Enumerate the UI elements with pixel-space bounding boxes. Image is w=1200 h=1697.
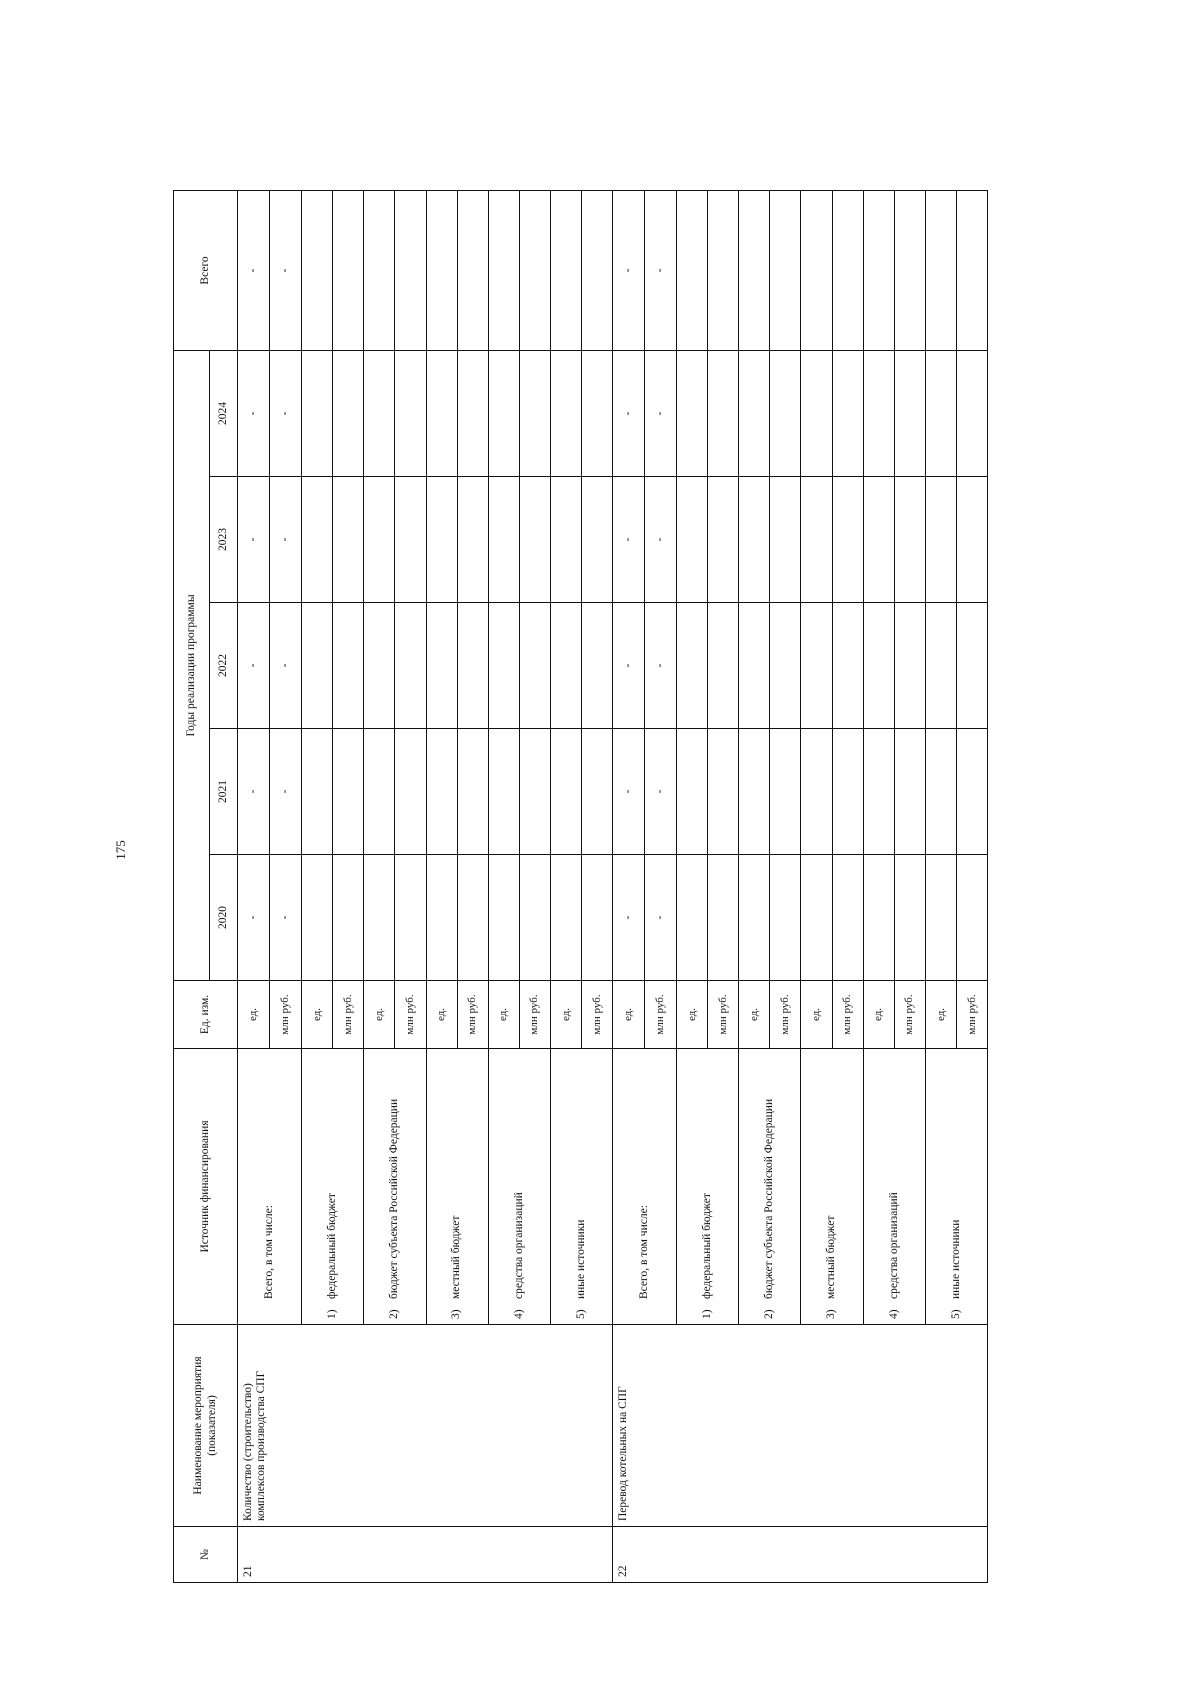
- empty-cell: [956, 190, 987, 350]
- unit-ed: ед.: [739, 981, 770, 1049]
- section-22-name: Перевод котельных на СПГ: [612, 1325, 987, 1527]
- value-cell: -: [270, 350, 302, 476]
- empty-cell: [364, 350, 395, 476]
- empty-cell: [739, 350, 770, 476]
- source-other: [550, 1049, 612, 1325]
- unit-mln: млн руб.: [894, 981, 925, 1049]
- empty-cell: [677, 855, 708, 981]
- source-index: 3): [825, 1309, 838, 1319]
- source-local: [801, 1049, 863, 1325]
- empty-cell: [925, 190, 956, 350]
- header-num: №: [174, 1527, 238, 1583]
- unit-ed: ед.: [863, 981, 894, 1049]
- source-label: средства организаций: [512, 1192, 525, 1299]
- empty-cell: [395, 603, 426, 729]
- empty-cell: [395, 855, 426, 981]
- source-label: федеральный бюджет: [326, 1193, 339, 1299]
- empty-cell: [364, 729, 395, 855]
- value-cell: -: [645, 603, 677, 729]
- total-cell: -: [612, 190, 644, 350]
- unit-ed: ед.: [302, 981, 333, 1049]
- total-cell: -: [645, 190, 677, 350]
- empty-cell: [956, 729, 987, 855]
- header-unit: Ед. изм.: [174, 981, 238, 1049]
- empty-cell: [426, 350, 457, 476]
- empty-cell: [302, 477, 333, 603]
- empty-cell: [488, 729, 519, 855]
- page-number: 175: [113, 840, 128, 860]
- unit-ed: ед.: [238, 981, 270, 1049]
- source-regional: [364, 1049, 426, 1325]
- unit-ed: ед.: [925, 981, 956, 1049]
- empty-cell: [519, 190, 550, 350]
- empty-cell: [894, 729, 925, 855]
- empty-cell: [426, 603, 457, 729]
- empty-cell: [708, 855, 739, 981]
- empty-cell: [457, 350, 488, 476]
- section-22-num: 22: [612, 1527, 987, 1583]
- empty-cell: [395, 729, 426, 855]
- empty-cell: [677, 477, 708, 603]
- empty-cell: [863, 350, 894, 476]
- empty-cell: [863, 729, 894, 855]
- empty-cell: [302, 190, 333, 350]
- empty-cell: [925, 350, 956, 476]
- source-federal: [302, 1049, 364, 1325]
- empty-cell: [832, 729, 863, 855]
- empty-cell: [708, 603, 739, 729]
- empty-cell: [832, 477, 863, 603]
- empty-cell: [302, 855, 333, 981]
- source-label: Всего, в том числе:: [262, 1205, 275, 1299]
- empty-cell: [677, 603, 708, 729]
- empty-cell: [457, 190, 488, 350]
- empty-cell: [426, 477, 457, 603]
- empty-cell: [395, 477, 426, 603]
- empty-cell: [333, 477, 364, 603]
- value-cell: -: [645, 477, 677, 603]
- empty-cell: [894, 603, 925, 729]
- empty-cell: [550, 190, 581, 350]
- empty-cell: [677, 190, 708, 350]
- unit-ed: ед.: [364, 981, 395, 1049]
- empty-cell: [894, 350, 925, 476]
- empty-cell: [925, 477, 956, 603]
- empty-cell: [519, 350, 550, 476]
- empty-cell: [801, 350, 832, 476]
- empty-cell: [925, 729, 956, 855]
- empty-cell: [739, 477, 770, 603]
- unit-mln: млн руб.: [395, 981, 426, 1049]
- header-name: Наименование мероприятия (показателя): [174, 1325, 238, 1527]
- empty-cell: [801, 855, 832, 981]
- total-cell: -: [238, 190, 270, 350]
- empty-cell: [708, 190, 739, 350]
- empty-cell: [863, 603, 894, 729]
- empty-cell: [333, 350, 364, 476]
- unit-mln: млн руб.: [645, 981, 677, 1049]
- value-cell: -: [270, 729, 302, 855]
- empty-cell: [488, 855, 519, 981]
- empty-cell: [801, 729, 832, 855]
- empty-cell: [550, 477, 581, 603]
- empty-cell: [519, 729, 550, 855]
- section-21-num: 21: [238, 1527, 613, 1583]
- empty-cell: [457, 603, 488, 729]
- empty-cell: [581, 190, 612, 350]
- source-total: [238, 1049, 302, 1325]
- empty-cell: [488, 190, 519, 350]
- source-index: 2): [388, 1309, 401, 1319]
- empty-cell: [333, 729, 364, 855]
- value-cell: -: [612, 350, 644, 476]
- source-total: [612, 1049, 676, 1325]
- value-cell: -: [270, 477, 302, 603]
- source-organizations: [488, 1049, 550, 1325]
- section-21-name: Количество (строительство) комплексов производства СПГ: [238, 1325, 613, 1527]
- empty-cell: [925, 603, 956, 729]
- empty-cell: [426, 855, 457, 981]
- unit-mln: млн руб.: [770, 981, 801, 1049]
- empty-cell: [302, 350, 333, 476]
- empty-cell: [426, 729, 457, 855]
- unit-mln: млн руб.: [457, 981, 488, 1049]
- empty-cell: [302, 603, 333, 729]
- empty-cell: [801, 190, 832, 350]
- empty-cell: [581, 855, 612, 981]
- value-cell: -: [612, 477, 644, 603]
- value-cell: -: [238, 350, 270, 476]
- header-year-2022: 2022: [210, 603, 238, 729]
- source-label: бюджет субъекта Российской Федерации: [763, 1098, 776, 1299]
- empty-cell: [863, 855, 894, 981]
- empty-cell: [770, 477, 801, 603]
- empty-cell: [894, 477, 925, 603]
- source-label: иные источники: [949, 1219, 962, 1299]
- total-cell: -: [270, 190, 302, 350]
- empty-cell: [770, 350, 801, 476]
- source-label: бюджет субъекта Российской Федерации: [388, 1098, 401, 1299]
- header-year-2024: 2024: [210, 350, 238, 476]
- source-index: 4): [512, 1309, 525, 1319]
- empty-cell: [770, 855, 801, 981]
- empty-cell: [550, 855, 581, 981]
- source-other: [925, 1049, 987, 1325]
- empty-cell: [739, 190, 770, 350]
- empty-cell: [333, 190, 364, 350]
- source-label: средства организаций: [887, 1192, 900, 1299]
- source-index: 4): [887, 1309, 900, 1319]
- empty-cell: [708, 729, 739, 855]
- source-index: 5): [949, 1309, 962, 1319]
- source-index: 3): [450, 1309, 463, 1319]
- empty-cell: [550, 603, 581, 729]
- empty-cell: [956, 350, 987, 476]
- empty-cell: [925, 855, 956, 981]
- source-local: [426, 1049, 488, 1325]
- unit-ed: ед.: [801, 981, 832, 1049]
- empty-cell: [832, 350, 863, 476]
- empty-cell: [956, 855, 987, 981]
- empty-cell: [333, 855, 364, 981]
- source-index: 2): [763, 1309, 776, 1319]
- value-cell: -: [238, 477, 270, 603]
- empty-cell: [302, 729, 333, 855]
- empty-cell: [364, 477, 395, 603]
- source-label: Всего, в том числе:: [637, 1205, 650, 1299]
- unit-ed: ед.: [677, 981, 708, 1049]
- unit-ed: ед.: [488, 981, 519, 1049]
- empty-cell: [708, 350, 739, 476]
- value-cell: -: [612, 603, 644, 729]
- empty-cell: [863, 477, 894, 603]
- empty-cell: [550, 350, 581, 476]
- empty-cell: [956, 603, 987, 729]
- source-index: 1): [701, 1309, 714, 1319]
- value-cell: -: [645, 729, 677, 855]
- header-year-2021: 2021: [210, 729, 238, 855]
- empty-cell: [519, 855, 550, 981]
- value-cell: -: [645, 855, 677, 981]
- empty-cell: [863, 190, 894, 350]
- empty-cell: [801, 603, 832, 729]
- source-regional: [739, 1049, 801, 1325]
- empty-cell: [832, 190, 863, 350]
- table-row: [612, 190, 644, 1582]
- empty-cell: [488, 350, 519, 476]
- source-label: местный бюджет: [450, 1215, 463, 1299]
- empty-cell: [364, 603, 395, 729]
- empty-cell: [832, 855, 863, 981]
- empty-cell: [770, 190, 801, 350]
- source-label: иные источники: [574, 1219, 587, 1299]
- empty-cell: [581, 729, 612, 855]
- empty-cell: [457, 855, 488, 981]
- header-total: Всего: [174, 190, 238, 350]
- value-cell: -: [270, 603, 302, 729]
- empty-cell: [488, 603, 519, 729]
- empty-cell: [457, 729, 488, 855]
- empty-cell: [581, 603, 612, 729]
- empty-cell: [395, 350, 426, 476]
- empty-cell: [519, 477, 550, 603]
- empty-cell: [677, 729, 708, 855]
- empty-cell: [894, 855, 925, 981]
- empty-cell: [519, 603, 550, 729]
- empty-cell: [581, 350, 612, 476]
- empty-cell: [739, 855, 770, 981]
- unit-mln: млн руб.: [832, 981, 863, 1049]
- empty-cell: [956, 477, 987, 603]
- source-label: местный бюджет: [825, 1215, 838, 1299]
- source-label: федеральный бюджет: [701, 1193, 714, 1299]
- source-index: 5): [574, 1309, 587, 1319]
- financing-table: [173, 190, 988, 1583]
- value-cell: -: [238, 729, 270, 855]
- header-source: Источник финансирования: [174, 1049, 238, 1325]
- unit-mln: млн руб.: [581, 981, 612, 1049]
- unit-mln: млн руб.: [708, 981, 739, 1049]
- empty-cell: [801, 477, 832, 603]
- value-cell: -: [612, 729, 644, 855]
- header-year-2020: 2020: [210, 855, 238, 981]
- empty-cell: [488, 477, 519, 603]
- empty-cell: [395, 190, 426, 350]
- empty-cell: [457, 477, 488, 603]
- unit-ed: ед.: [426, 981, 457, 1049]
- value-cell: -: [645, 350, 677, 476]
- empty-cell: [550, 729, 581, 855]
- source-federal: [677, 1049, 739, 1325]
- unit-mln: млн руб.: [333, 981, 364, 1049]
- source-organizations: [863, 1049, 925, 1325]
- empty-cell: [364, 190, 395, 350]
- source-index: 1): [326, 1309, 339, 1319]
- rotated-table-container: [173, 191, 988, 1583]
- unit-ed: ед.: [550, 981, 581, 1049]
- unit-mln: млн руб.: [956, 981, 987, 1049]
- empty-cell: [832, 603, 863, 729]
- empty-cell: [333, 603, 364, 729]
- empty-cell: [364, 855, 395, 981]
- empty-cell: [770, 729, 801, 855]
- value-cell: -: [270, 855, 302, 981]
- unit-ed: ед.: [612, 981, 644, 1049]
- empty-cell: [739, 603, 770, 729]
- empty-cell: [739, 729, 770, 855]
- header-year-2023: 2023: [210, 477, 238, 603]
- empty-cell: [894, 190, 925, 350]
- unit-mln: млн руб.: [270, 981, 302, 1049]
- value-cell: -: [238, 855, 270, 981]
- empty-cell: [677, 350, 708, 476]
- empty-cell: [708, 477, 739, 603]
- empty-cell: [426, 190, 457, 350]
- empty-cell: [770, 603, 801, 729]
- value-cell: -: [238, 603, 270, 729]
- header-years-group: Годы реализации программы: [174, 350, 210, 980]
- table-row: [238, 190, 270, 1582]
- value-cell: -: [612, 855, 644, 981]
- empty-cell: [581, 477, 612, 603]
- unit-mln: млн руб.: [519, 981, 550, 1049]
